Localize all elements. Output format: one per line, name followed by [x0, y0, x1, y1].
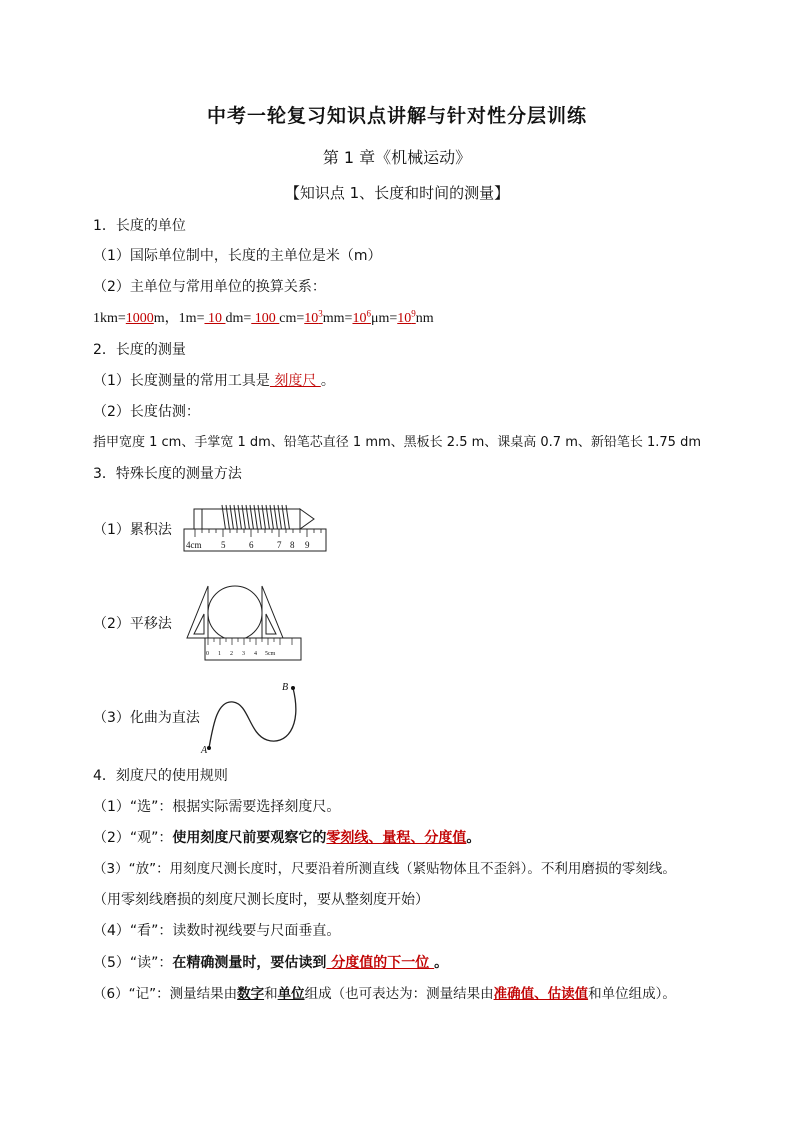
section-heading: 1．长度的单位	[93, 218, 186, 234]
ruler-tick-label: 4cm	[186, 540, 202, 550]
method-label: （2）平移法	[93, 616, 172, 632]
ruler-tick-label: 5cm	[265, 651, 276, 657]
rule-note: （用零刻线磨损的刻度尺测长度时，要从整刻度开始）	[93, 892, 429, 908]
ruler-tick-label: 6	[249, 540, 254, 550]
rule-item: （1）“选”：根据实际需要选择刻度尺。	[93, 799, 341, 815]
method-label: （1）累积法	[93, 522, 172, 538]
paragraph: （2）长度估测：	[93, 404, 200, 420]
page-title: 中考一轮复习知识点讲解与针对性分层训练	[206, 105, 587, 127]
section-heading: 2．长度的测量	[93, 342, 186, 358]
point-label-a: A	[201, 745, 208, 756]
paragraph: （1）长度测量的常用工具是 刻度尺 。	[93, 373, 335, 389]
ruler-tick-label: 4	[254, 651, 257, 657]
ruler-tick-label: 5	[221, 540, 226, 550]
chapter-title: 第 1 章《机械运动》	[322, 148, 472, 167]
rule-item: （4）“看”：读数时视线要与尺面垂直。	[93, 923, 341, 939]
section-heading: 3．特殊长度的测量方法	[93, 466, 242, 482]
translation-method-figure	[185, 580, 305, 664]
ruler-tick-label: 7	[277, 540, 282, 550]
ruler-tick-label: 0	[206, 651, 209, 657]
paragraph: （1）国际单位制中，长度的主单位是米（m）	[93, 248, 382, 264]
section-heading: 4．刻度尺的使用规则	[93, 768, 228, 784]
point-label-b: B	[282, 682, 289, 693]
rule-item: （2）“观”：使用刻度尺前要观察它的零刻线、量程、分度值。	[93, 830, 481, 846]
unit-conversion-line: 1km=1000m，1m= 10 dm= 100 $cm=10^3mm=10^6\mu m=10^9nm$	[93, 308, 434, 326]
ruler-tick-label: 2	[230, 651, 233, 657]
rule-item: （3）“放”：用刻度尺测长度时，尺要沿着所测直线（紧贴物体且不歪斜）。不利用磨损的零刻线。	[93, 861, 676, 877]
ruler-tick-label: 3	[242, 651, 245, 657]
accumulation-method-figure	[180, 497, 330, 555]
rule-item: （6）“记”：测量结果由数字和单位组成（也可表达为：测量结果由准确值、估读值和单位组成）。	[93, 986, 676, 1002]
knowledge-point-title: 【知识点 1、长度和时间的测量】	[284, 184, 510, 202]
estimation-list: 指甲宽度 1 cm、手掌宽 1 dm、铅笔芯直径 1 mm、黑板长 2.5 m、课桌高 0.7 m、新铅笔长 1.75 dm	[93, 435, 701, 450]
ruler-tick-label: 8	[290, 540, 295, 550]
method-label: （3）化曲为直法	[93, 710, 200, 726]
paragraph: （2）主单位与常用单位的换算关系：	[93, 279, 326, 295]
ruler-tick-label: 1	[218, 651, 221, 657]
rule-item: （5）“读”：在精确测量时，要估读到 分度值的下一位 。	[93, 955, 449, 971]
ruler-tick-label: 9	[305, 540, 310, 550]
curve-to-line-figure	[195, 676, 310, 756]
